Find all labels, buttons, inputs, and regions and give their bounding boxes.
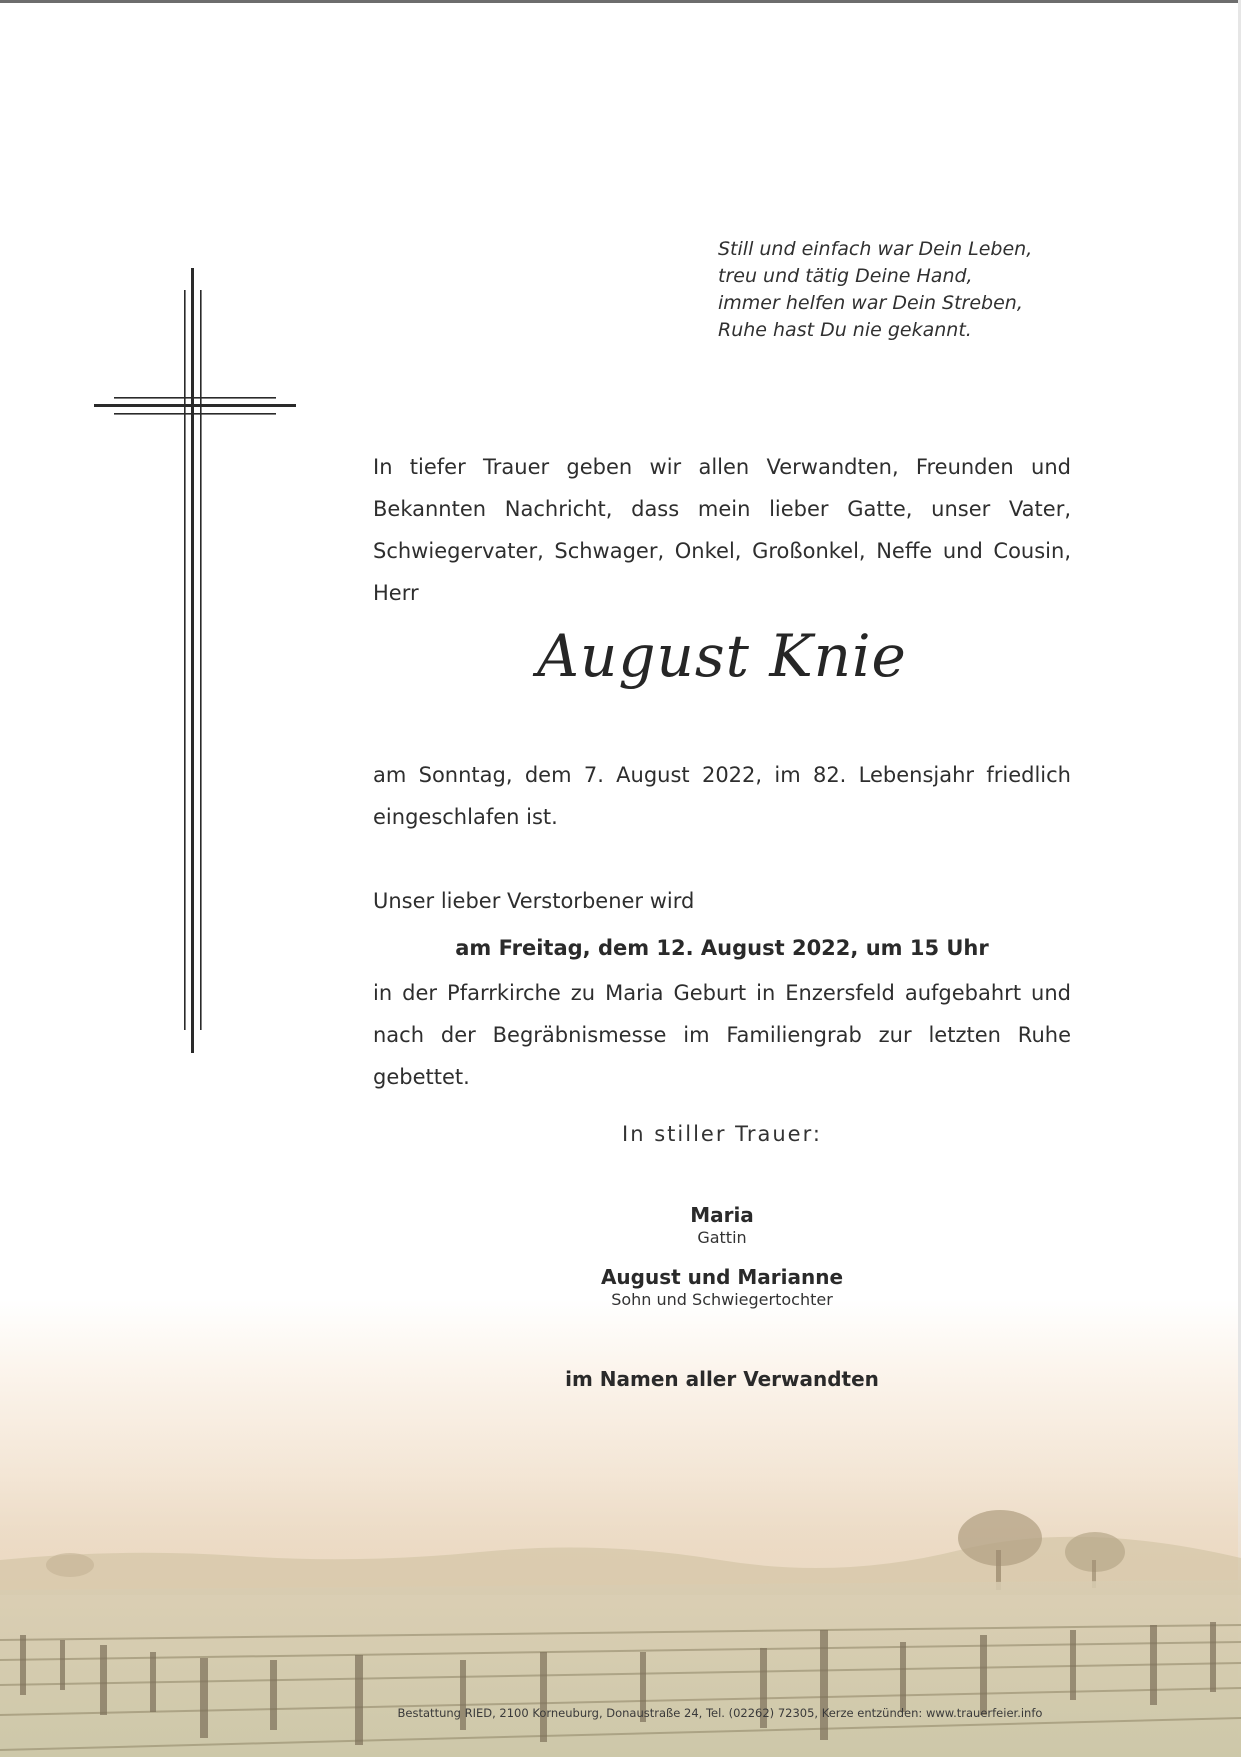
relative-entry xyxy=(373,1202,1071,1248)
top-border xyxy=(0,0,1241,3)
intro-paragraph: In tiefer Trauer geben wir allen Verwandten, Freunden und Bekannten Nachricht, dass mein lieber Gatte, unser Vater, Schwiegervater, Schwager, Onkel, Großonkel, Neffe und Cousin, Herr xyxy=(373,455,1071,605)
relative-role: Sohn und Schwiegertochter xyxy=(611,1290,833,1309)
ceremony-details: in der Pfarrkirche zu Maria Geburt in Enzersfeld aufgebahrt und nach der Begräbnismesse im Familiengrab zur letzten Ruhe gebettet. xyxy=(373,981,1071,1089)
mourning-label: In stiller Trauer: xyxy=(622,1122,822,1146)
relative-name: August und Marianne xyxy=(600,1265,844,1289)
funeral-home-footer: Bestattung RIED, 2100 Korneuburg, Donaustraße 24, Tel. (02262) 72305, Kerze entzünden: www.trauerfeier.info xyxy=(397,1706,1043,1720)
memorial-poem xyxy=(718,236,1138,344)
passing-paragraph: am Sonntag, dem 7. August 2022, im 82. Lebensjahr friedlich eingeschlafen ist. xyxy=(373,763,1071,829)
poem-line: treu und tätig Deine Hand, xyxy=(718,265,973,287)
poem-line: Still und einfach war Dein Leben, xyxy=(718,238,1033,260)
latin-cross-icon xyxy=(90,268,300,1053)
ceremony-date: am Freitag, dem 12. August 2022, um 15 Uhr xyxy=(455,936,989,960)
ceremony-announcement: Unser lieber Verstorbener wird xyxy=(373,889,695,913)
relative-role: Gattin xyxy=(697,1228,747,1247)
closing-line: im Namen aller Verwandten xyxy=(565,1367,879,1391)
poem-line: Ruhe hast Du nie gekannt. xyxy=(718,319,972,341)
deceased-name: August Knie xyxy=(537,622,907,690)
relative-name: Maria xyxy=(690,1203,754,1227)
relative-entry xyxy=(373,1264,1071,1310)
poem-line: immer helfen war Dein Streben, xyxy=(718,292,1023,314)
